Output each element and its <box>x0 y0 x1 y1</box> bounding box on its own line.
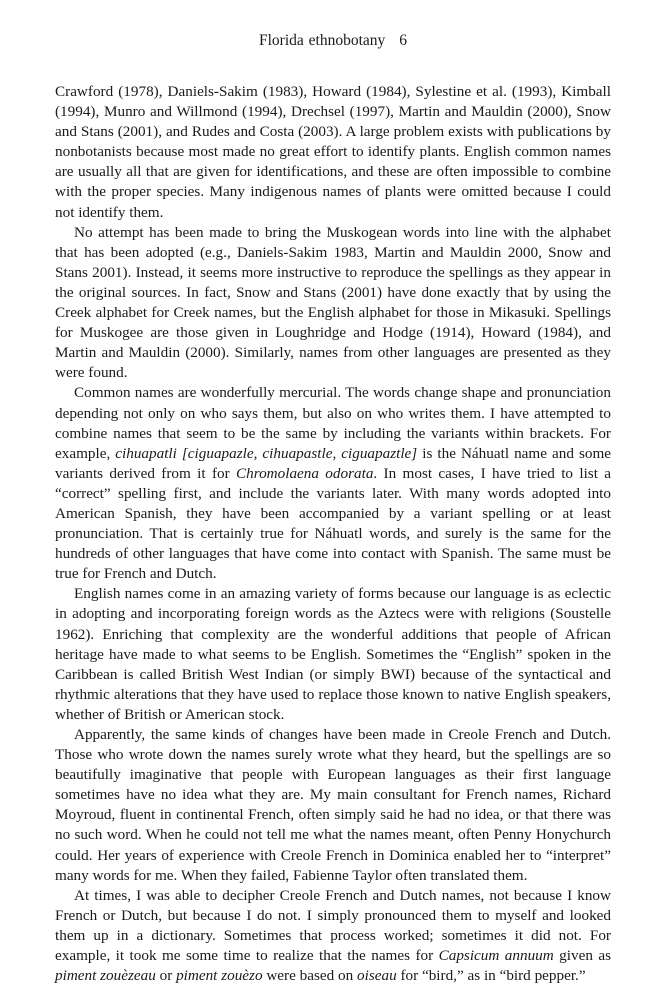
paragraph <box>55 584 611 725</box>
paragraph-text: or <box>155 967 177 985</box>
running-header <box>0 31 666 51</box>
paragraph-text: At times, I was able to decipher Creole French and Dutch names, not because I know French or Dutch, but because I do not. I simply pronounced them to myself and looked them up in a dictionary. Sometimes that process worked; sometimes it did not. For example, it took me some time to realize that the names for <box>55 886 611 965</box>
paragraph <box>55 383 611 584</box>
paragraph <box>55 725 611 886</box>
paragraph-text: Crawford (1978), Daniels-Sakim (1983), Howard (1984), Sylestine et al. (1993), Kimball (1994), Munro and Willmond (1994), Drechsel (1997), Martin and Mauldin (2000), Snow and Stans (2001), and Rudes and Costa (2003). A large problem exists with publications by nonbotanists because most made no great effort to identify plants. English common names are usually all that are given for identifications, and these are often impossible to combine with the proper species. Many indigenous names of plants were omitted because I could not identify them. <box>55 83 611 221</box>
italic-plant-name: piment zouèzeau <box>55 967 156 985</box>
paragraph-text: . In most cases, I have tried to list a “correct” spelling first, and include the variants later. With many words adopted into American Spanish, they have been accompanied by a variant spelling or at least pronunciation. That is certainly true for Náhuatl words, and surely is the same for the hundreds of other languages that have come into contact with Spanish. The same must be true for French and Dutch. <box>55 464 611 583</box>
italic-plant-name: piment zouèzo <box>176 967 263 985</box>
italic-species-name: Chromolaena odorata <box>236 464 374 482</box>
paragraph-text: Common names are wonderfully mercurial. The words change shape and pronunciation depending not only on who says them, but also on who writes them. I have attempted to combine names that seem to be the same by including the variants within brackets. For example, <box>55 384 611 462</box>
paragraph-text: English names come in an amazing variety of forms because our language is as eclectic in adopting and incorporating foreign words as the Aztecs were with religions (Soustelle 1962). Enriching that complexity are the wonderful additions that people of African heritage have made to what seems to be English. Sometimes the “English” spoken in the Caribbean is called British West Indian (or simply BWI) because of the syntactical and rhythmic alterations that they have used to replace those known to native English speakers, whether of British or American stock. <box>55 585 611 723</box>
italic-word: oiseau <box>357 967 397 985</box>
paragraph <box>55 886 611 986</box>
paragraph-text: Apparently, the same kinds of changes have been made in Creole French and Dutch. Those who wrote down the names surely wrote what they heard, but the spellings are so beautifully imaginative that people with European languages as their first language sometimes have no idea what they are. My main consultant for French names, Richard Moyroud, fluent in continental French, often simply said he had no idea, or that there was no such word. When he could not tell me what the names meant, often Penny Honychurch could. Her years of experience with Creole French in Dominica enabled her to “interpret” many words for me. When they failed, Fabienne Taylor often translated them. <box>55 726 611 884</box>
italic-plant-name: cihuapatli [ciguapazle, cihuapastle, ciguapaztle] <box>115 444 418 462</box>
body-text <box>55 82 611 986</box>
paragraph-text: for “bird,” as in “bird pepper.” <box>396 967 586 985</box>
paragraph <box>55 82 611 223</box>
paragraph-text: were based on <box>262 967 358 985</box>
italic-species-name: Capsicum annuum <box>438 947 554 965</box>
paragraph <box>55 223 611 384</box>
running-header-title: Florida ethnobotany <box>258 32 386 49</box>
paragraph-text: given as <box>553 947 611 965</box>
paragraph-text: No attempt has been made to bring the Muskogean words into line with the alphabet that has been adopted (e.g., Daniels-Sakim 1983, Martin and Mauldin 2000, Snow and Stans 2001). Instead, it seems more instructive to reproduce the spellings as they appear in the original sources. In fact, Snow and Stans (2001) have done exactly that by using the Creek alphabet for Creek names, but the English alphabet for those in Mikasuki. Spellings for Muskogee are those given in Loughridge and Hodge (1914), Howard (1984), and Martin and Mauldin (2000). Similarly, names from other languages are presented as they were found. <box>55 223 611 382</box>
paragraph-text: is the Náhuatl name and some variants derived from it for <box>55 444 611 482</box>
page-number: 6 <box>399 32 408 49</box>
